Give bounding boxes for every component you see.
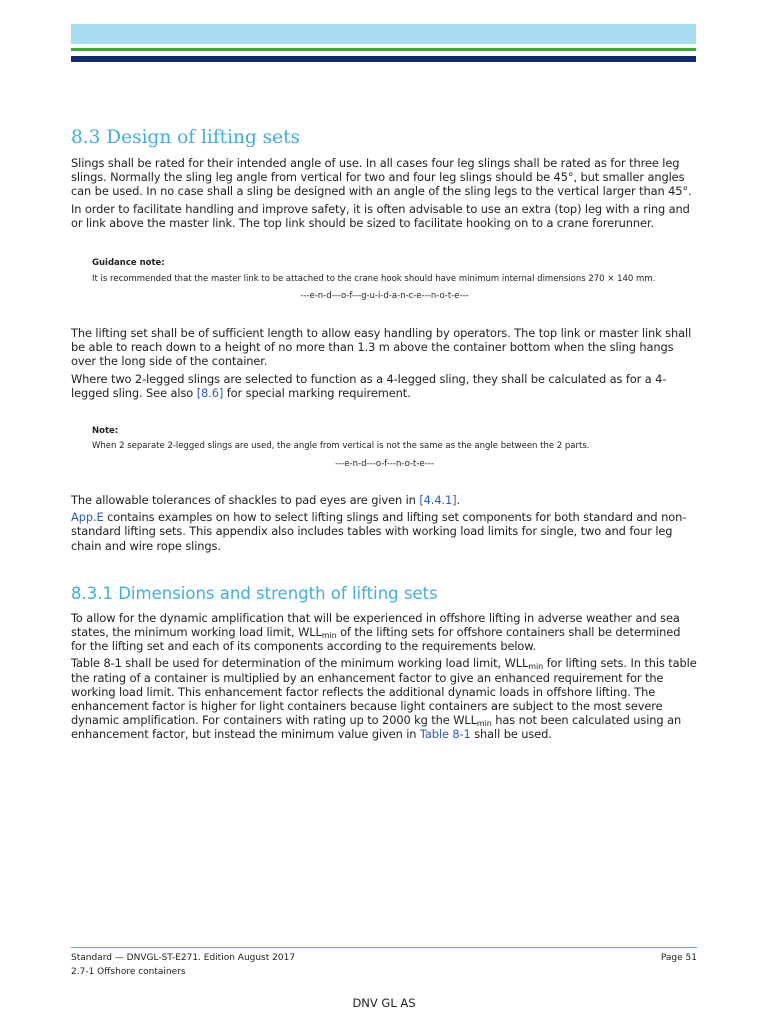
paragraph-table-8-1: Table 8-1 shall be used for determination of the minimum working load limit, $WLL_{min}$ for lifting sets. In this table the rating of a container is multiplied by an enhancement factor to give an enhanced requirement for the working load limit. This enhancement factor reflects the additional dynamic loads in offshore lifting. The enhancement factor is higher for light containers because light containers are subject to the most severe dynamic amplification. For containers with rating up to 2000 kg the $WLL_{min}$ has not been calculated using an enhancement factor, but instead the minimum value given in Table 8-1 shall be used. — [71, 656, 697, 742]
paragraph-top-leg: In order to facilitate handling and improve safety, it is often advisable to use an extra (top) leg with a ring and or link above the master link. The top link should be sized to facilitate hooking on to a crane forerunner. — [71, 201, 690, 230]
footer-document-info — [71, 951, 295, 979]
paragraph-tolerances: The allowable tolerances of shackles to pad eyes are given in [4.4.1]. — [71, 493, 461, 508]
paragraph-lifting-length: The lifting set shall be of sufficient length to allow easy handling by operators. The top link or master link shall be able to reach down to a height of no more than 1.3 m above the container bottom when the sling hangs over the long side of the container. — [71, 326, 692, 369]
link-app-e[interactable]: App.E — [71, 510, 104, 525]
footer-standard: Standard — DNVGL-ST-E271. Edition August 2017 — [71, 953, 296, 963]
paragraph-dynamic-amplification: To allow for the dynamic amplification that will be experienced in offshore lifting in adverse weather and sea states, the minimum working load limit, $WLL_{min}$ of the lifting sets for offshore containers shall be determined for the lifting set and each of its components according to the requirements below. — [71, 610, 681, 654]
note-text: When 2 separate 2-legged slings are used, the angle from vertical is not the same as the angle between the 2 parts. — [92, 441, 590, 452]
footer-divider — [71, 947, 697, 948]
paragraph-appendix: App.E contains examples on how to select lifting slings and lifting set components for both standard and non-standard lifting sets. This appendix also includes tables with working load limits for single, two and four leg chain and wire rope slings. — [71, 510, 687, 553]
guidance-note-text: It is recommended that the master link to be attached to the crane hook should have minimum internal dimensions 270 × 140 mm. — [92, 274, 656, 285]
footer-company: DNV GL AS — [352, 996, 416, 1010]
link-table-8-1[interactable]: Table 8-1 — [419, 727, 471, 742]
note-end: ---e-n-d---o-f---n-o-t-e--- — [335, 459, 434, 470]
guidance-note-end: ---e-n-d---o-f---g-u-i-d-a-n-c-e---n-o-t-e--- — [300, 291, 469, 302]
link-8-6[interactable]: [8.6] — [196, 385, 224, 400]
paragraph-sling-rating: Slings shall be rated for their intended angle of use. In all cases four leg slings shall be rated as for three leg slings. Normally the sling leg angle from vertical for two and four leg slings should be 45°, but smaller angles can be used. In no case shall a sling be designed with an angle of the sling legs to the vertical larger than 45°. — [71, 156, 692, 199]
header-stripe-navy — [71, 56, 696, 62]
guidance-note-title: Guidance note: — [92, 258, 165, 269]
footer-chapter: 2.7-1 Offshore containers — [71, 967, 186, 977]
header-band-light — [71, 24, 696, 44]
guidance-note — [92, 256, 677, 303]
section-heading: 8.3 Design of lifting sets — [71, 127, 301, 148]
footer-page-number: Page 51 — [660, 953, 697, 963]
note — [92, 424, 677, 471]
header-stripe-green — [71, 48, 696, 51]
page-content — [71, 126, 697, 742]
paragraph-two-legged: Where two 2-legged slings are selected to function as a 4-legged sling, they shall be calculated as for a 4-legged sling. See also [8.6] for special marking requirement. — [71, 371, 667, 400]
note-title: Note: — [92, 426, 119, 437]
link-4-4-1[interactable]: [4.4.1] — [419, 493, 457, 508]
subsection-heading: 8.3.1 Dimensions and strength of lifting sets — [71, 583, 438, 603]
